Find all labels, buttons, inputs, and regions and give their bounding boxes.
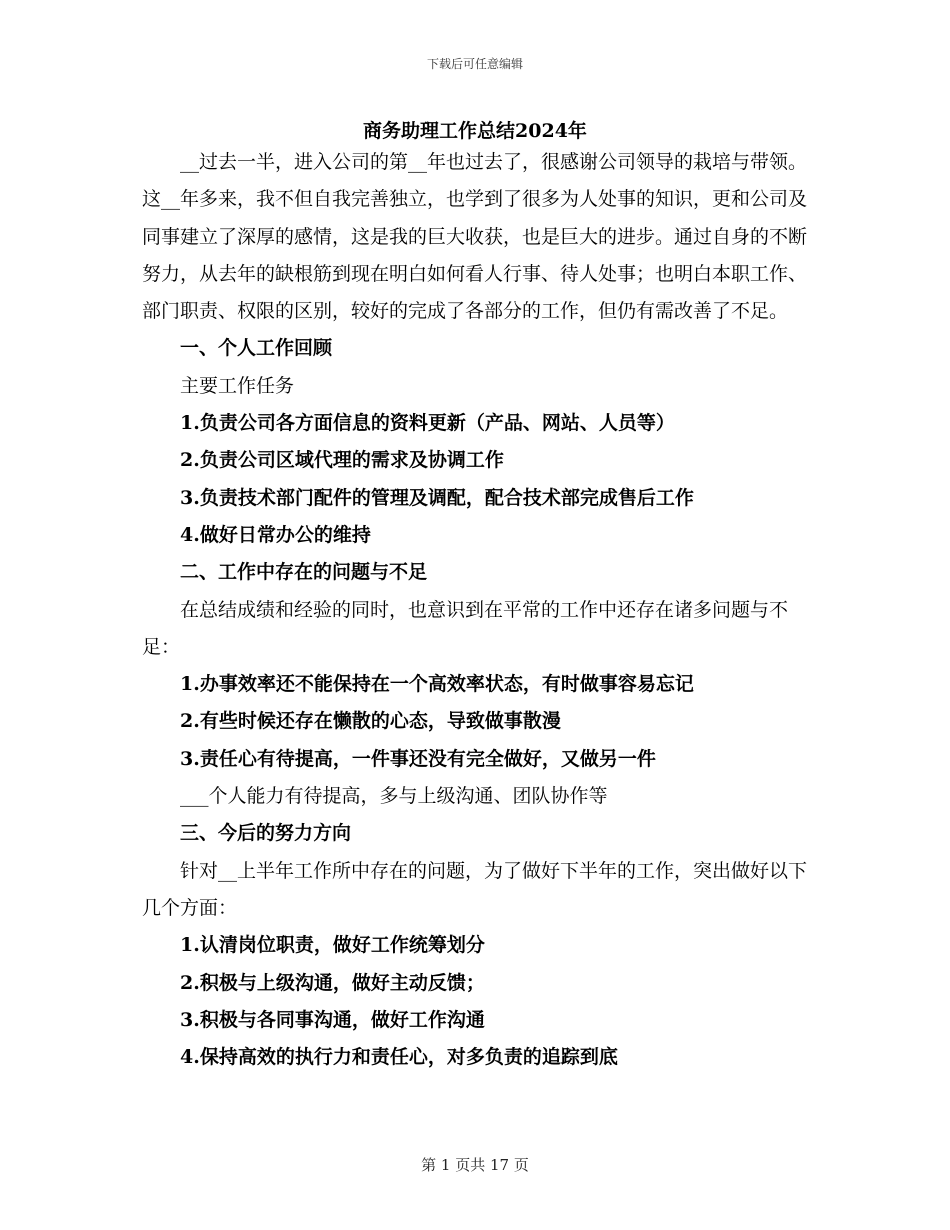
- list-item: 2.有些时候还存在懒散的心态，导致做事散漫: [180, 710, 561, 733]
- page-footer: 第 1 页共 17 页: [421, 1156, 529, 1174]
- document-title: 商务助理工作总结2024年: [363, 120, 587, 142]
- header-note: 下载后可任意编辑: [426, 57, 523, 71]
- paragraph-subheading: 主要工作任务: [180, 374, 295, 397]
- list-item: 1.办事效率还不能保持在一个高效率状态，有时做事容易忘记: [180, 673, 694, 696]
- document-body: [142, 144, 808, 1076]
- list-item: 4.保持高效的执行力和责任心，对多负责的追踪到底: [180, 1046, 618, 1069]
- list-item: 1.负责公司各方面信息的资料更新（产品、网站、人员等）: [180, 412, 675, 435]
- list-item: 3.负责技术部门配件的管理及调配，配合技术部完成售后工作: [180, 486, 694, 509]
- list-item: 4.做好日常办公的维持: [180, 523, 371, 546]
- paragraph-ability: ___个人能力有待提高，多与上级沟通、团队协作等: [180, 785, 608, 808]
- list-item: 3.责任心有待提高，一件事还没有完全做好，又做另一件: [180, 747, 656, 770]
- section-heading-3: 三、今后的努力方向: [180, 822, 352, 845]
- list-item: 2.负责公司区域代理的需求及协调工作: [180, 449, 504, 472]
- section-heading-2: 二、工作中存在的问题与不足: [180, 561, 428, 584]
- list-item: 2.积极与上级沟通，做好主动反馈；: [180, 971, 485, 994]
- paragraph-direction: 针对__上半年工作所中存在的问题，为了做好下半年的工作，突出做好以下几个方面：: [142, 859, 808, 919]
- section-heading-1: 一、个人工作回顾: [180, 337, 333, 360]
- list-item: 3.积极与各同事沟通，做好工作沟通: [180, 1008, 485, 1031]
- list-item: 1.认清岗位职责，做好工作统筹划分: [180, 934, 485, 957]
- paragraph-problems: 在总结成绩和经验的同时，也意识到在平常的工作中还存在诸多问题与不足：: [142, 598, 789, 658]
- paragraph-intro: __过去一半，进入公司的第__年也过去了，很感谢公司领导的栽培与带领。这__年多来，我不但自我完善独立，也学到了很多为人处事的知识，更和公司及同事建立了深厚的感情，这是我的巨大收获，也是巨大的进步。通过自身的不断努力，从去年的缺根筋到现在明白如何看人行事、待人处事；也明白本职工作、部门职责、权限的区别，较好的完成了各部分的工作，但仍有需改善了不足。: [142, 151, 808, 323]
